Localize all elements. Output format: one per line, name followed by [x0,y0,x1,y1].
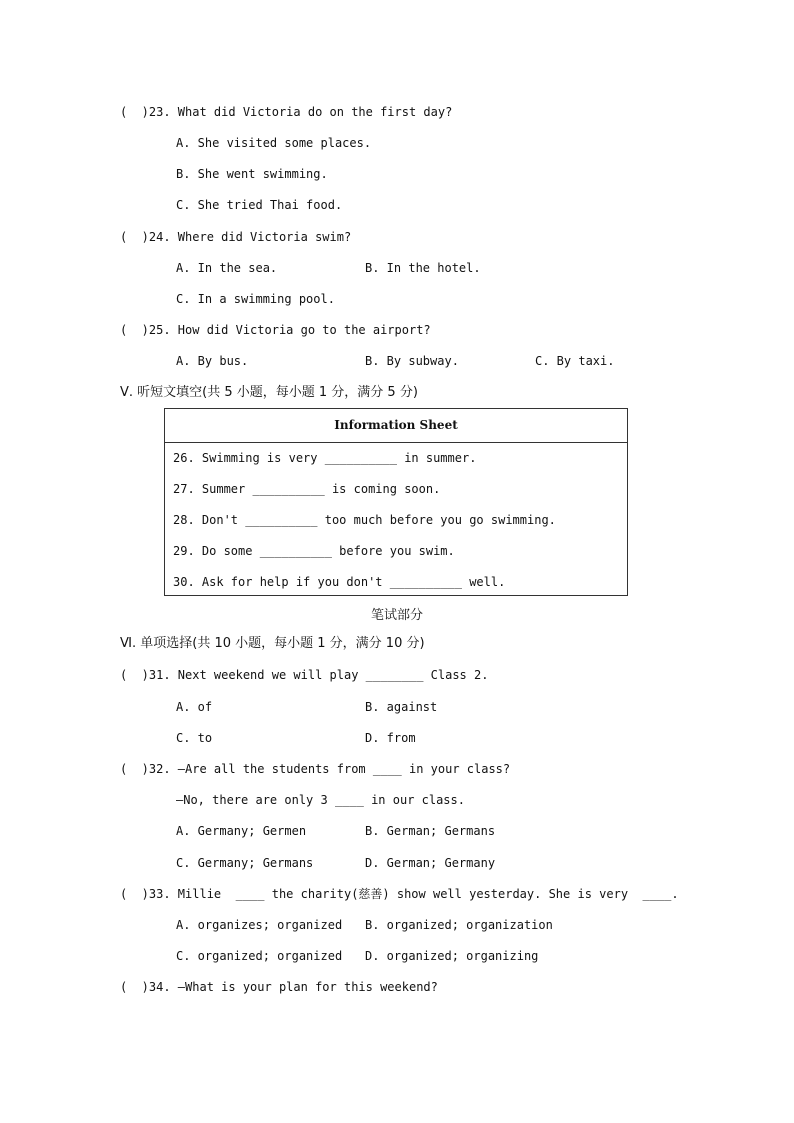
question-33-option-c: C. organized; organized [176,949,343,963]
question-25-option-b: B. By subway. [365,354,459,368]
written-part-heading: 笔试部分 [370,608,423,623]
question-32-stem: ( )32. —Are all the students from ____ in your class? [120,762,511,776]
question-25-option-c: C. By taxi. [535,354,615,368]
question-33-option-d: D. organized; organizing [365,949,539,963]
question-32-option-b: B. German; Germans [365,824,496,838]
question-24-option-b: B. In the hotel. [365,261,481,275]
section-6-title: Ⅵ. 单项选择(共 10 小题，每小题 1 分，满分 10 分) [120,636,425,651]
question-25-option-a: A. By bus. [176,354,249,368]
question-24-option-a: A. In the sea. [176,261,278,275]
section-5-title: Ⅴ. 听短文填空(共 5 小题，每小题 1 分，满分 5 分) [120,385,418,400]
information-sheet-title: Information Sheet [165,409,627,443]
question-31-option-a: A. of [176,700,213,714]
question-32-stem-reply: —No, there are only 3 ____ in our class. [176,793,465,807]
question-33-stem: ( )33. Millie ____ the charity(慈善) show well yesterday. She is very ____. [120,887,679,901]
info-row-30: 30. Ask for help if you don't __________ well. [173,575,506,589]
question-31-option-c: C. to [176,731,213,745]
information-sheet [164,408,628,596]
question-23-option-a: A. She visited some places. [176,136,372,150]
question-31-option-b: B. against [365,700,438,714]
question-31-option-d: D. from [365,731,416,745]
question-33-option-b: B. organized; organization [365,918,553,932]
question-24-stem: ( )24. Where did Victoria swim? [120,230,352,244]
question-24-option-c: C. In a swimming pool. [176,292,335,306]
question-31-stem: ( )31. Next weekend we will play ________ Class 2. [120,668,489,682]
question-32-option-a: A. Germany; Germen [176,824,307,838]
question-25-stem: ( )25. How did Victoria go to the airport? [120,323,431,337]
question-23-option-b: B. She went swimming. [176,167,328,181]
question-23-stem: ( )23. What did Victoria do on the first day? [120,105,453,119]
info-row-29: 29. Do some __________ before you swim. [173,544,455,558]
question-34-stem: ( )34. —What is your plan for this weekend? [120,980,438,994]
question-23-option-c: C. She tried Thai food. [176,198,343,212]
info-row-27: 27. Summer __________ is coming soon. [173,482,441,496]
info-row-28: 28. Don't __________ too much before you go swimming. [173,513,556,527]
question-33-option-a: A. organizes; organized [176,918,343,932]
question-32-option-d: D. German; Germany [365,856,496,870]
info-row-26: 26. Swimming is very __________ in summer. [173,451,477,465]
question-32-option-c: C. Germany; Germans [176,856,314,870]
